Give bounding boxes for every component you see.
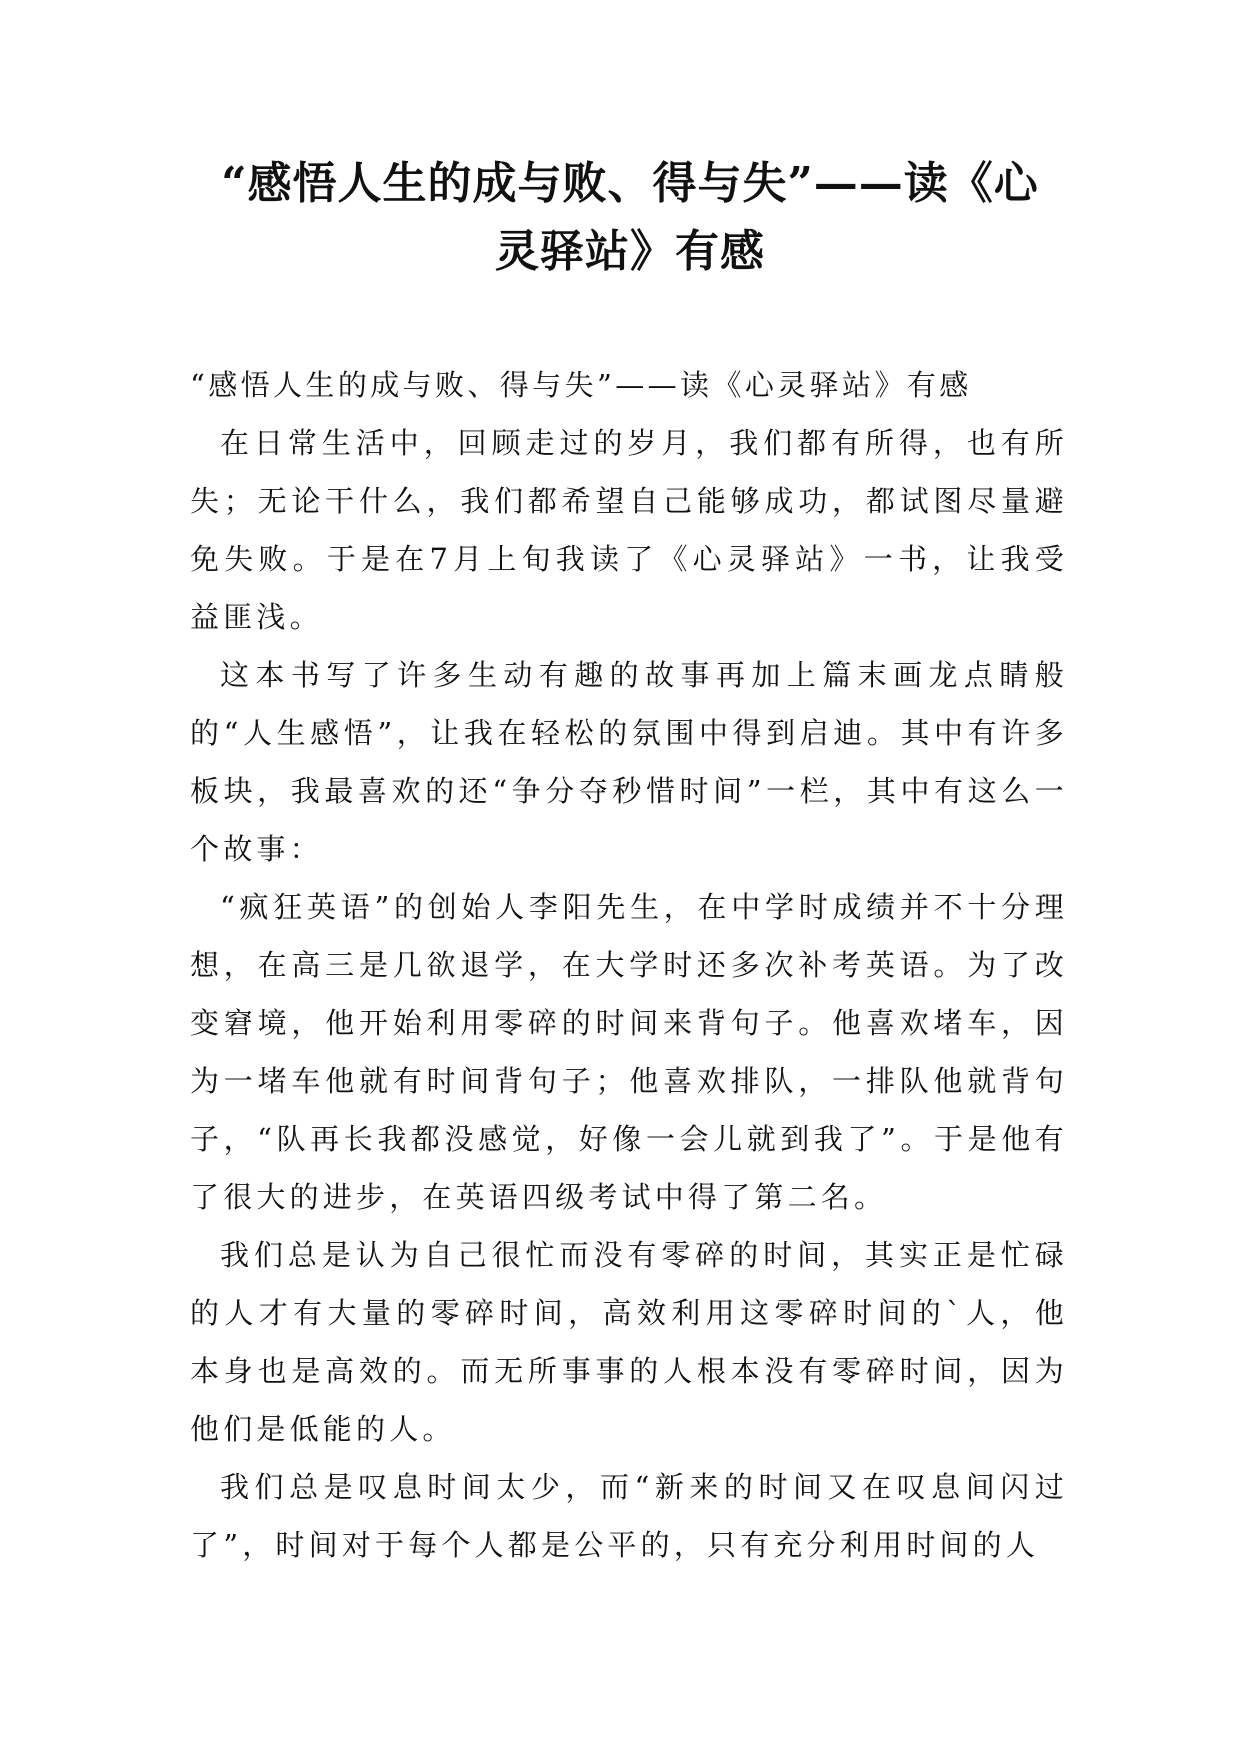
title-line-2: 灵驿站》有感 <box>495 226 765 277</box>
title-line-1: “感悟人生的成与败、得与失”——读《心 <box>221 158 1039 209</box>
paragraph: 我们总是认为自己很忙而没有零碎的时间，其实正是忙碌的人才有大量的零碎时间，高效利用这零碎时间的`人，他本身也是高效的。而无所事事的人根本没有零碎时间，因为他们是低能的人。 <box>190 1238 1068 1446</box>
paragraph: 我们总是叹息时间太少，而“新来的时间又在叹息间闪过了”，时间对于每个人都是公平的，只有充分利用时间的人 <box>190 1470 1068 1562</box>
paragraph: 在日常生活中，回顾走过的岁月，我们都有所得，也有所失；无论干什么，我们都希望自己能够成功，都试图尽量避免失败。于是在7月上旬我读了《心灵驿站》一书，让我受益匪浅。 <box>190 426 1068 634</box>
document-subtitle: “感悟人生的成与败、得与失”——读《心灵驿站》有感 <box>190 368 972 402</box>
paragraph: “疯狂英语”的创始人李阳先生，在中学时成绩并不十分理想，在高三是几欲退学，在大学时还多次补考英语。为了改变窘境，他开始利用零碎的时间来背句子。他喜欢堵车，因为一堵车他就有时间背句子；他喜欢排队，一排队他就背句子，“队再长我都没感觉，好像一会儿就到我了”。于是他有了很大的进步，在英语四级考试中得了第二名。 <box>190 890 1068 1214</box>
document-body <box>190 356 1068 1574</box>
paragraph: 这本书写了许多生动有趣的故事再加上篇末画龙点睛般的“人生感悟”，让我在轻松的氛围中得到启迪。其中有许多板块，我最喜欢的还“争分夺秒惜时间”一栏，其中有这么一个故事： <box>190 658 1068 866</box>
document-title <box>180 150 1080 286</box>
